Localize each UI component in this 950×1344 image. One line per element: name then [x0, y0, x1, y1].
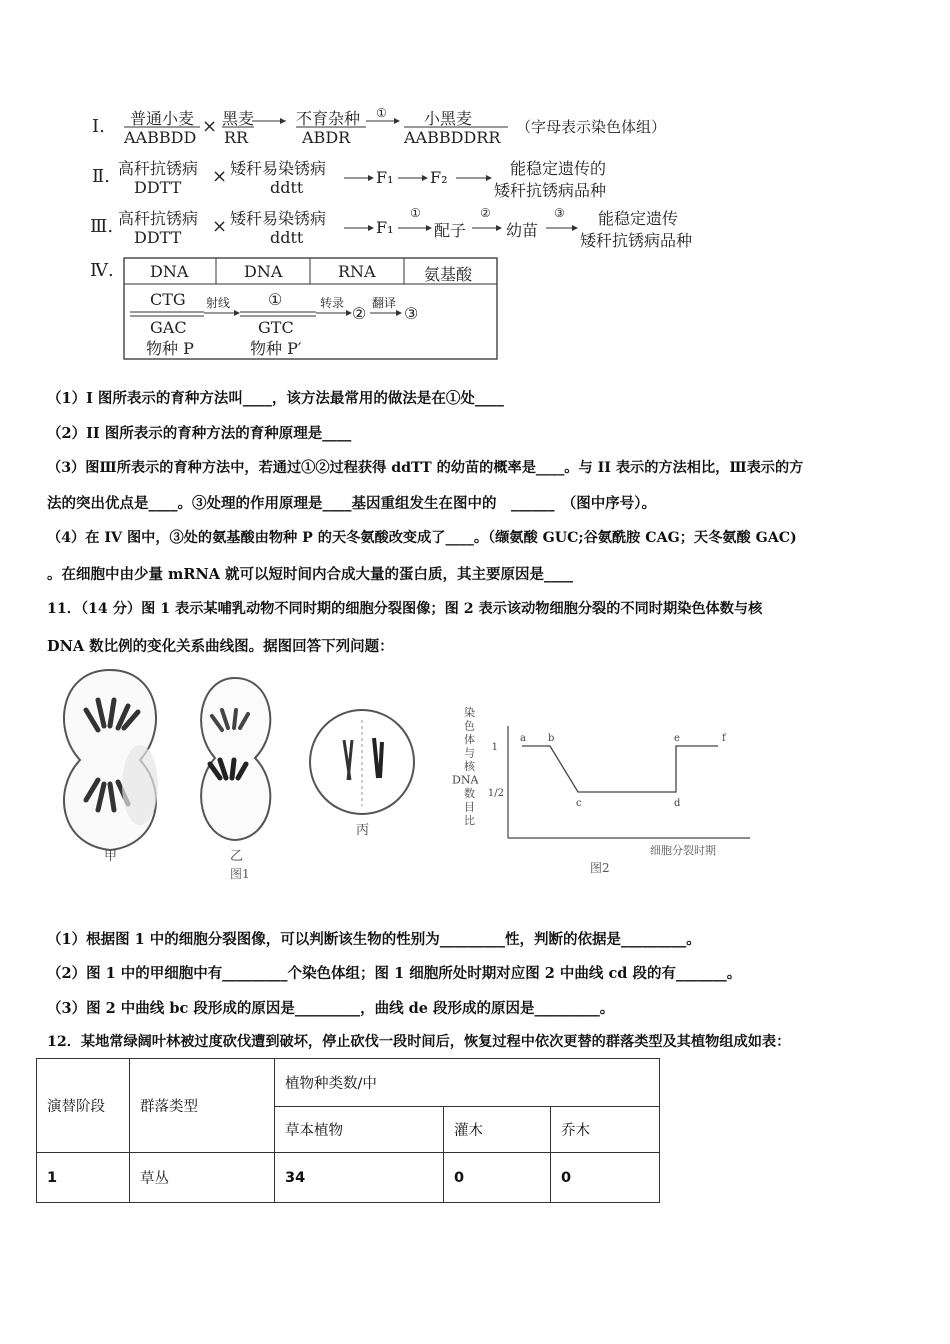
- table-row: [37, 1153, 660, 1203]
- label-yi: 乙: [230, 849, 244, 864]
- step-3-label: ③: [404, 304, 419, 323]
- y-tick-1: 1: [491, 742, 498, 753]
- q11-header-line-2: DNA 数比例的变化关系曲线图。据图回答下列问题：: [47, 638, 394, 655]
- q10-line-5: （4）在 IV 图中，③处的氨基酸由物种 P 的天冬氨酸改变成了____。（缬氨酸 GUC;谷氨酰胺 CAG；天冬氨酸 GAC): [47, 530, 797, 546]
- succession-table: [36, 1058, 660, 1203]
- roman-ii: Ⅱ.: [92, 166, 110, 187]
- point-label-b: b: [548, 733, 555, 744]
- figure-2-ratio-chart: [450, 700, 780, 880]
- hybrid-genotype: ABDR: [302, 128, 351, 147]
- figure-2-caption: 图2: [590, 861, 610, 875]
- y-label-char: 与: [464, 746, 475, 760]
- cross-sign: ×: [202, 116, 218, 137]
- header-herb: 草本植物: [275, 1107, 444, 1153]
- point-label-e: e: [674, 733, 680, 744]
- y-label-char: 体: [464, 733, 475, 746]
- header-amino-acid: 氨基酸: [424, 265, 473, 284]
- header-tree: 乔木: [551, 1107, 660, 1153]
- f1-label: F₁: [376, 168, 394, 187]
- label-jia: 甲: [104, 849, 118, 864]
- rye-genotype: RR: [224, 128, 249, 147]
- q11-header-line-1: 11．（14 分）图 1 表示某哺乳动物不同时期的细胞分裂图像；图 2 表示该动物细胞分裂的不同时期染色体数与核: [47, 601, 763, 617]
- tall-resistant-genotype: DDTT: [134, 178, 182, 197]
- roman-iii: Ⅲ.: [90, 216, 114, 237]
- gamete-label: 配子: [434, 221, 467, 240]
- cell-bing: [310, 710, 414, 814]
- q10-line-6: 。在细胞中由少量 mRNA 就可以短时间内合成大量的蛋白质，其主要原因是____: [47, 566, 573, 583]
- cell-yi: [201, 678, 270, 840]
- y-axis-label: [452, 705, 479, 827]
- stable-result-line2: 矮秆抗锈病品种: [494, 181, 607, 200]
- rye-name: 黑麦: [222, 109, 255, 128]
- label-bing: 丙: [356, 823, 370, 838]
- dwarf-susceptible-genotype: ddtt: [270, 228, 304, 247]
- q10-line-1: （1）I 图所表示的育种方法叫____，该方法最常用的做法是在①处____: [47, 390, 504, 407]
- q10-line-3: （3）图Ⅲ所表示的育种方法中，若通过①②过程获得 ddTT 的幼苗的概率是____。与 II 表示的方法相比，Ⅲ表示的方: [47, 460, 804, 476]
- cell-stage: 1: [37, 1153, 130, 1203]
- triticale-genotype: AABBDDRR: [404, 128, 501, 147]
- ray-label: 射线: [206, 296, 231, 310]
- cell-type: 草丛: [130, 1153, 275, 1203]
- point-label-f: f: [722, 733, 726, 744]
- wheat-name: 普通小麦: [130, 109, 195, 128]
- wheat-genotype: AABBDD: [124, 128, 197, 147]
- tall-resistant-genotype: DDTT: [134, 228, 182, 247]
- q11-sub-2: （2）图 1 中的甲细胞中有_________个染色体组；图 1 细胞所处时期对应图 2 中曲线 cd 段的有_______。: [47, 965, 742, 982]
- stable-result-line2: 矮秆抗锈病品种: [580, 231, 693, 250]
- y-label-char: 核: [464, 760, 475, 773]
- q10-line-2: （2）II 图所表示的育种方法的育种原理是____: [47, 425, 352, 442]
- cell-shrub: 0: [444, 1153, 551, 1203]
- y-tick-half: 1/2: [487, 788, 504, 799]
- hybrid-name: 不育杂种: [296, 109, 361, 128]
- chromosome-note: （字母表示染色体组）: [516, 118, 667, 136]
- figure-1-cell-division: [40, 660, 440, 890]
- header-stage: 演替阶段: [37, 1059, 130, 1153]
- cell-jia: [64, 670, 158, 850]
- x-axis-label: 细胞分裂时期: [650, 844, 716, 857]
- step-1-label: ①: [410, 206, 421, 220]
- header-shrub: 灌木: [444, 1107, 551, 1153]
- roman-iv: Ⅳ.: [90, 260, 114, 281]
- cross-sign: ×: [212, 166, 228, 187]
- q12-header: 12．某地常绿阔叶林被过度砍伐遭到破坏，停止砍伐一段时间后，恢复过程中依次更替的群落类型及其植物组成如表：: [47, 1034, 791, 1050]
- species-p-prime: 物种 P′: [250, 339, 302, 358]
- y-label-char: 比: [464, 814, 475, 827]
- cell-herb: 34: [275, 1153, 444, 1203]
- point-label-a: a: [520, 733, 526, 744]
- seq-gtc: GTC: [258, 318, 294, 337]
- step-1-label: ①: [268, 290, 283, 309]
- header-dna-1: DNA: [150, 262, 189, 281]
- header-community-type: 群落类型: [130, 1059, 275, 1153]
- f1-label: F₁: [376, 218, 394, 237]
- q11-sub-3: （3）图 2 中曲线 bc 段形成的原因是_________，曲线 de 段形成的原因是_________。: [47, 1000, 615, 1017]
- tall-resistant-name: 高秆抗锈病: [118, 209, 199, 228]
- y-label-char: DNA: [452, 773, 479, 787]
- header-species-count: 植物种类数/中: [275, 1059, 660, 1107]
- species-p: 物种 P: [146, 339, 194, 358]
- point-label-d: d: [674, 798, 681, 809]
- triticale-name: 小黑麦: [424, 109, 473, 128]
- figure-1-caption: 图1: [230, 867, 250, 881]
- point-label-c: c: [576, 798, 582, 809]
- step-2-label: ②: [480, 206, 491, 220]
- stable-result-line1: 能稳定遗传: [598, 209, 679, 228]
- seedling-label: 幼苗: [506, 221, 539, 240]
- cross-sign: ×: [212, 216, 228, 237]
- step-1-label: ①: [376, 106, 387, 120]
- cell-tree: 0: [551, 1153, 660, 1203]
- y-label-char: 色: [464, 719, 475, 733]
- step-3-label: ③: [554, 206, 565, 220]
- transcription-label: 转录: [320, 296, 345, 310]
- q11-sub-1: （1）根据图 1 中的细胞分裂图像，可以判断该生物的性别为_________性，判断的依据是_________。: [47, 931, 701, 948]
- translation-label: 翻译: [372, 296, 397, 310]
- dwarf-susceptible-name: 矮秆易染锈病: [230, 209, 327, 228]
- point-labels: [520, 733, 727, 809]
- tall-resistant-name: 高秆抗锈病: [118, 159, 199, 178]
- y-label-char: 染: [464, 706, 475, 719]
- y-label-char: 数: [464, 787, 475, 800]
- dwarf-susceptible-genotype: ddtt: [270, 178, 304, 197]
- seq-gac: GAC: [150, 318, 187, 337]
- seq-ctg: CTG: [150, 290, 186, 309]
- dwarf-susceptible-name: 矮秆易染锈病: [230, 159, 327, 178]
- y-label-char: 目: [464, 800, 475, 814]
- step-2-label: ②: [352, 304, 367, 323]
- roman-i: Ⅰ.: [92, 116, 105, 137]
- header-dna-2: DNA: [244, 262, 283, 281]
- header-rna: RNA: [338, 262, 376, 281]
- stable-result-line1: 能稳定遗传的: [510, 159, 607, 178]
- q10-line-4: 法的突出优点是____。③处理的作用原理是____基因重组发生在图中的 ______ （图中序号）。: [47, 495, 656, 512]
- ratio-curve: [522, 746, 718, 792]
- f2-label: F₂: [430, 168, 448, 187]
